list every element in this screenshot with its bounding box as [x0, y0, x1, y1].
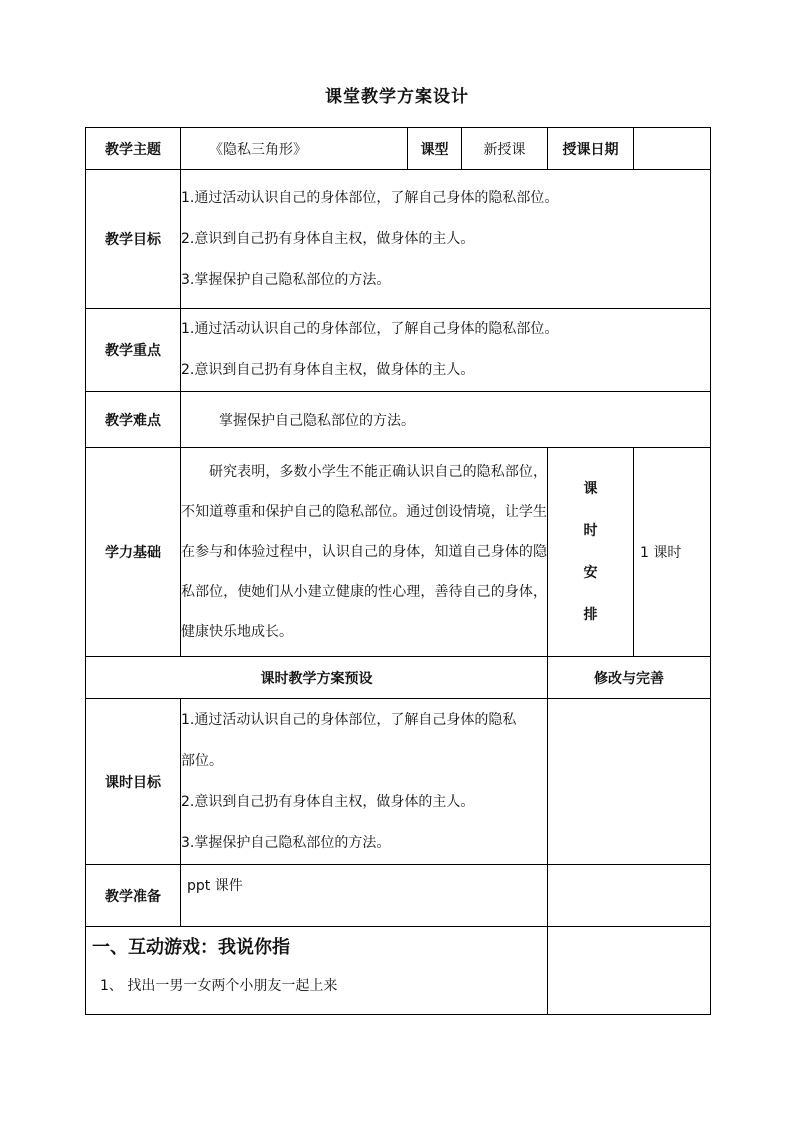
schedule-char: 时 [583, 523, 598, 539]
preset-left: 课时教学方案预设 [86, 657, 548, 699]
activity-notes [548, 927, 711, 1015]
type-value: 新授课 [462, 128, 548, 170]
foundation-label: 学力基础 [86, 448, 181, 657]
topic-label: 教学主题 [86, 128, 181, 170]
schedule-value: 1 课时 [634, 448, 711, 657]
key-points-label: 教学重点 [86, 309, 181, 392]
difficulty-label: 教学难点 [86, 392, 181, 448]
lesson-goals-label: 课时目标 [86, 699, 181, 865]
activity-content [86, 927, 548, 1015]
lesson-plan-table [85, 127, 711, 1015]
lesson-goal-item: 3.掌握保护自己隐私部位的方法。 [181, 834, 391, 851]
objectives-label: 教学目标 [86, 170, 181, 309]
key-point-item: 2.意识到自己扔有身体自主权，做身体的主人。 [181, 362, 475, 378]
difficulty-row [86, 392, 711, 448]
foundation-row [86, 448, 711, 657]
activity-step: 1、 找出一男一女两个小朋友一起上来 [100, 978, 338, 994]
objectives-row [86, 170, 711, 309]
key-points-row [86, 309, 711, 392]
lesson-goal-item: 1.通过活动认识自己的身体部位，了解自己身体的隐私 [181, 711, 517, 728]
schedule-char: 课 [583, 481, 598, 497]
lesson-goals-notes [548, 699, 711, 865]
lesson-goal-item: 部位。 [181, 752, 223, 769]
schedule-char: 排 [583, 607, 598, 623]
activity-heading: 一、互动游戏：我说你指 [92, 937, 290, 958]
preparation-text: ppt 课件 [181, 865, 548, 927]
objective-item: 1.通过活动认识自己的身体部位，了解自己身体的隐私部位。 [181, 189, 559, 206]
objectives-content [181, 170, 711, 309]
activity-row [86, 927, 711, 1015]
type-label: 课型 [408, 128, 462, 170]
schedule-char: 安 [583, 565, 598, 581]
topic-value: 《隐私三角形》 [181, 128, 408, 170]
key-point-item: 1.通过活动认识自己的身体部位，了解自己身体的隐私部位。 [181, 321, 559, 337]
preparation-row [86, 865, 711, 927]
preset-row [86, 657, 711, 699]
page-title: 课堂教学方案设计 [325, 87, 469, 107]
key-points-content [181, 309, 711, 392]
lesson-goals-content [181, 699, 548, 865]
header-row [86, 128, 711, 170]
schedule-label [548, 448, 634, 657]
difficulty-text: 掌握保护自己隐私部位的方法。 [181, 392, 711, 448]
lesson-goals-row [86, 699, 711, 865]
lesson-goal-item: 2.意识到自己扔有身体自主权，做身体的主人。 [181, 793, 475, 810]
preparation-notes [548, 865, 711, 927]
foundation-text: 研究表明，多数小学生不能正确认识自己的隐私部位，不知道尊重和保护自己的隐私部位。通过创设情境，让学生在参与和体验过程中，认识自己的身体，知道自己身体的隐私部位，使她们从小建立健康的性心理，善待自己的身体，健康快乐地成长。 [181, 448, 548, 657]
objective-item: 2.意识到自己扔有身体自主权，做身体的主人。 [181, 230, 475, 247]
date-label: 授课日期 [548, 128, 634, 170]
date-value [634, 128, 711, 170]
preset-right: 修改与完善 [548, 657, 711, 699]
preparation-label: 教学准备 [86, 865, 181, 927]
objective-item: 3.掌握保护自己隐私部位的方法。 [181, 271, 391, 288]
